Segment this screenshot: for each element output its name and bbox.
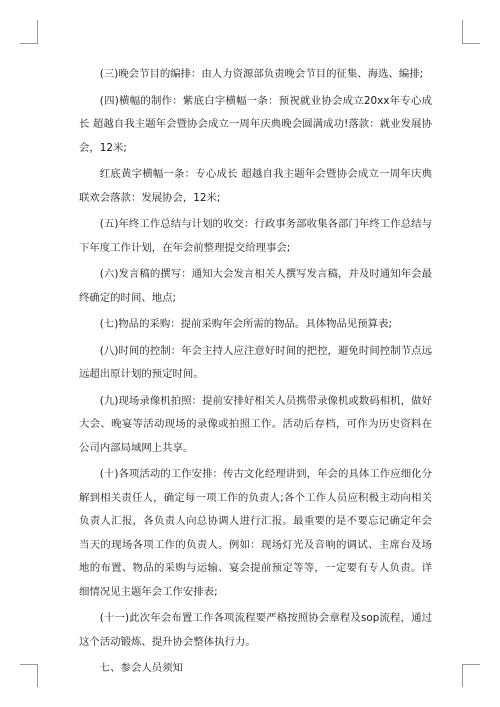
paragraph: (十)各项活动的工作安排：传古文化经理讲到，年会的具体工作应细化分解到相关责任人，确定每一项工作的负责人;各个工作人员应积极主动向相关负责人汇报，各负责人向总协调人进行汇报。最重要的是不要忘记确定年会当天的现场各项工作的负责人。例如：现场灯光及音响的调试、主席台及场地的布置、物品的采购与运输、宴会提前预定等等，一定要有专人负责。详细情况见主题年会工作安排表; (79, 468, 432, 598)
crop-mark-bottom-left (20, 664, 38, 665)
paragraph: 红底黄字横幅一条：专心成长 超越自我主题年会暨协会成立一周年庆典联欢会落款：发展协会，12米; (79, 168, 432, 204)
paragraph: (六)发言稿的撰写：通知大会发言相关人撰写发言稿，并及时通知年会最终确定的时间、地点; (79, 268, 432, 304)
paragraph: (三)晚会节目的编排：由人力资源部负责晚会节目的征集、海选、编排; (99, 68, 424, 80)
paragraph: (九)现场录像机拍照：提前安排好相关人员携带录像机或数码相机，做好大会、晚宴等活动现场的录像或拍照工作。活动后存档，可作为历史资料在公司内部局域网上共享。 (79, 394, 432, 454)
document-body (79, 63, 432, 681)
crop-mark-top-right (462, 43, 480, 44)
paragraph: (五)年终工作总结与计划的收交：行政事务部收集各部门年终工作总结与下年度工作计划，在年会前整理提交给理事会; (79, 218, 432, 254)
crop-mark-bottom-left (37, 664, 38, 687)
crop-mark-bottom-right (462, 664, 480, 665)
crop-mark-top-right (462, 20, 463, 43)
section-heading: 七、参会人员须知 (99, 662, 183, 674)
paragraph: (四)横幅的制作：紫底白字横幅一条：预祝就业协会成立20xx年专心成长 超越自我主题年会暨协会成立一周年庆典晚会圆满成功!落款：就业发展协会，12米; (79, 94, 432, 154)
crop-mark-top-left (20, 43, 38, 44)
crop-mark-bottom-right (462, 664, 463, 687)
paragraph: (十一)此次年会布置工作各项流程要严格按照协会章程及sop流程，通过这个活动锻炼、提升协会整体执行力。 (79, 612, 432, 648)
paragraph: (八)时间的控制：年会主持人应注意好时间的把控，避免时间控制节点远远超出原计划的预定时间。 (79, 344, 432, 380)
paragraph: (七)物品的采购：提前采购年会所需的物品。具体物品见预算表; (99, 318, 392, 330)
crop-mark-top-left (37, 20, 38, 43)
